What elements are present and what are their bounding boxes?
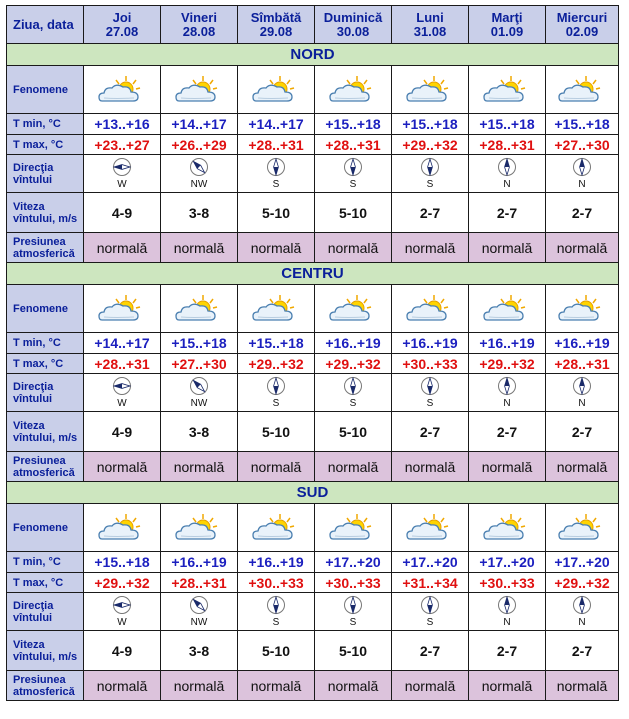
forecast-table bbox=[6, 5, 619, 701]
wind-direction-label: NW bbox=[190, 617, 208, 628]
tmin-value: +17..+20 bbox=[469, 552, 546, 573]
wind-direction-cell bbox=[161, 155, 238, 193]
day-name: Marţi bbox=[491, 9, 523, 25]
wind-direction-cell bbox=[469, 155, 546, 193]
tmin-value: +16..+19 bbox=[238, 552, 315, 573]
tmin-row bbox=[7, 333, 619, 354]
wind-speed-value: 2-7 bbox=[469, 631, 546, 671]
sun-behind-cloud-icon bbox=[173, 293, 225, 325]
wind-speed-value: 4-9 bbox=[84, 631, 161, 671]
weather-cell bbox=[546, 285, 619, 333]
weather-cell bbox=[238, 504, 315, 552]
tmax-value: +30..+33 bbox=[392, 354, 469, 374]
tmax-value: +31..+34 bbox=[392, 573, 469, 593]
weather-cell bbox=[469, 66, 546, 114]
compass-arrow-icon bbox=[572, 376, 592, 396]
row-label-presiunea: Presiunea atmosferică bbox=[7, 671, 84, 701]
row-label-tmax: T max, °C bbox=[7, 354, 84, 374]
row-label-presiunea: Presiunea atmosferică bbox=[7, 452, 84, 482]
compass-arrow-icon bbox=[343, 157, 363, 177]
row-label-directia: Direcţia vîntului bbox=[7, 374, 84, 412]
day-header bbox=[161, 6, 238, 44]
pressure-value: normală bbox=[392, 671, 469, 701]
compass-arrow-icon bbox=[112, 376, 132, 396]
wind-direction-label: S bbox=[349, 398, 357, 409]
wind-direction-cell bbox=[469, 374, 546, 412]
day-header bbox=[84, 6, 161, 44]
wind-speed-value: 4-9 bbox=[84, 193, 161, 233]
pressure-value: normală bbox=[392, 233, 469, 263]
pressure-value: normală bbox=[546, 671, 619, 701]
tmax-value: +30..+33 bbox=[469, 573, 546, 593]
sun-behind-cloud-icon bbox=[404, 74, 456, 106]
sun-behind-cloud-icon bbox=[250, 512, 302, 544]
compass-arrow-icon bbox=[189, 595, 209, 615]
compass-arrow-icon bbox=[420, 157, 440, 177]
tmax-row bbox=[7, 573, 619, 593]
compass-arrow-icon bbox=[420, 376, 440, 396]
wind-speed-value: 2-7 bbox=[546, 412, 619, 452]
tmin-value: +17..+20 bbox=[392, 552, 469, 573]
wind-direction-cell bbox=[315, 155, 392, 193]
tmax-value: +26..+29 bbox=[161, 135, 238, 155]
sun-behind-cloud-icon bbox=[481, 512, 533, 544]
day-date: 30.08 bbox=[336, 23, 370, 39]
wind-speed-value: 2-7 bbox=[546, 193, 619, 233]
wind-direction-cell bbox=[392, 374, 469, 412]
row-label-directia: Direcţia vîntului bbox=[7, 155, 84, 193]
pressure-value: normală bbox=[238, 671, 315, 701]
wind-direction-label: N bbox=[503, 617, 511, 628]
pressure-value: normală bbox=[84, 671, 161, 701]
pressure-value: normală bbox=[84, 452, 161, 482]
sun-behind-cloud-icon bbox=[404, 293, 456, 325]
tmin-value: +15..+18 bbox=[315, 114, 392, 135]
day-name: Luni bbox=[416, 9, 444, 25]
row-label-presiunea: Presiunea atmosferică bbox=[7, 233, 84, 263]
tmin-value: +17..+20 bbox=[315, 552, 392, 573]
row-label-tmin: T min, °C bbox=[7, 333, 84, 354]
wind-direction-cell bbox=[315, 374, 392, 412]
day-date: 01.09 bbox=[490, 23, 524, 39]
weather-cell bbox=[315, 285, 392, 333]
weather-cell bbox=[469, 504, 546, 552]
weather-cell bbox=[315, 66, 392, 114]
pressure-value: normală bbox=[315, 233, 392, 263]
tmin-value: +14..+17 bbox=[161, 114, 238, 135]
region-header: NORD bbox=[7, 44, 619, 66]
pressure-value: normală bbox=[161, 452, 238, 482]
tmin-value: +14..+17 bbox=[238, 114, 315, 135]
sun-behind-cloud-icon bbox=[327, 74, 379, 106]
compass-arrow-icon bbox=[112, 595, 132, 615]
pressure-value: normală bbox=[238, 233, 315, 263]
tmax-row bbox=[7, 135, 619, 155]
sun-behind-cloud-icon bbox=[481, 293, 533, 325]
weather-cell bbox=[84, 66, 161, 114]
sun-behind-cloud-icon bbox=[96, 512, 148, 544]
tmax-value: +30..+33 bbox=[315, 573, 392, 593]
pressure-value: normală bbox=[546, 452, 619, 482]
row-label-tmin: T min, °C bbox=[7, 552, 84, 573]
fenomene-row bbox=[7, 285, 619, 333]
wind-speed-value: 5-10 bbox=[315, 193, 392, 233]
tmin-value: +15..+18 bbox=[238, 333, 315, 354]
wind-direction-cell bbox=[84, 593, 161, 631]
compass-arrow-icon bbox=[572, 595, 592, 615]
wind-direction-label: N bbox=[578, 398, 586, 409]
pressure-value: normală bbox=[315, 452, 392, 482]
wind-direction-label: S bbox=[272, 617, 280, 628]
day-name: Sîmbătă bbox=[250, 9, 302, 25]
tmax-value: +28..+31 bbox=[469, 135, 546, 155]
weather-cell bbox=[161, 504, 238, 552]
tmin-value: +15..+18 bbox=[392, 114, 469, 135]
tmax-value: +28..+31 bbox=[161, 573, 238, 593]
day-header bbox=[469, 6, 546, 44]
row-label-directia: Direcţia vîntului bbox=[7, 593, 84, 631]
day-header bbox=[315, 6, 392, 44]
tmax-value: +29..+32 bbox=[84, 573, 161, 593]
sun-behind-cloud-icon bbox=[481, 74, 533, 106]
sun-behind-cloud-icon bbox=[556, 74, 608, 106]
directia-row bbox=[7, 155, 619, 193]
compass-arrow-icon bbox=[189, 157, 209, 177]
pressure-value: normală bbox=[469, 452, 546, 482]
wind-direction-label: W bbox=[117, 398, 127, 409]
wind-speed-value: 3-8 bbox=[161, 631, 238, 671]
tmax-row bbox=[7, 354, 619, 374]
row-label-fenomene: Fenomene bbox=[7, 66, 84, 114]
wind-direction-cell bbox=[546, 155, 619, 193]
day-date: 31.08 bbox=[413, 23, 447, 39]
row-label-fenomene: Fenomene bbox=[7, 285, 84, 333]
tmax-value: +29..+32 bbox=[315, 354, 392, 374]
tmax-value: +28..+31 bbox=[238, 135, 315, 155]
tmax-value: +30..+33 bbox=[238, 573, 315, 593]
pressure-value: normală bbox=[315, 671, 392, 701]
wind-direction-label: N bbox=[503, 398, 511, 409]
wind-direction-cell bbox=[546, 593, 619, 631]
presiunea-row bbox=[7, 671, 619, 701]
wind-direction-label: S bbox=[272, 398, 280, 409]
wind-direction-cell bbox=[469, 593, 546, 631]
day-date: 28.08 bbox=[182, 23, 216, 39]
tmin-value: +17..+20 bbox=[546, 552, 619, 573]
region-header: CENTRU bbox=[7, 263, 619, 285]
wind-speed-value: 5-10 bbox=[238, 631, 315, 671]
compass-arrow-icon bbox=[420, 595, 440, 615]
weather-cell bbox=[238, 285, 315, 333]
tmin-value: +15..+18 bbox=[84, 552, 161, 573]
region-header: SUD bbox=[7, 482, 619, 504]
wind-speed-value: 2-7 bbox=[392, 412, 469, 452]
tmax-value: +27..+30 bbox=[546, 135, 619, 155]
pressure-value: normală bbox=[84, 233, 161, 263]
compass-arrow-icon bbox=[343, 376, 363, 396]
viteza-row bbox=[7, 631, 619, 671]
compass-arrow-icon bbox=[497, 157, 517, 177]
pressure-value: normală bbox=[469, 233, 546, 263]
weather-cell bbox=[392, 285, 469, 333]
tmax-value: +27..+30 bbox=[161, 354, 238, 374]
weather-cell bbox=[315, 504, 392, 552]
wind-speed-value: 2-7 bbox=[546, 631, 619, 671]
wind-direction-cell bbox=[238, 155, 315, 193]
header-row bbox=[7, 6, 619, 44]
wind-direction-label: S bbox=[426, 179, 434, 190]
tmax-value: +29..+32 bbox=[546, 573, 619, 593]
tmin-value: +16..+19 bbox=[392, 333, 469, 354]
wind-speed-value: 5-10 bbox=[238, 193, 315, 233]
wind-direction-cell bbox=[392, 593, 469, 631]
weather-cell bbox=[392, 66, 469, 114]
wind-direction-label: W bbox=[117, 179, 127, 190]
pressure-value: normală bbox=[161, 671, 238, 701]
wind-speed-value: 3-8 bbox=[161, 193, 238, 233]
sun-behind-cloud-icon bbox=[173, 74, 225, 106]
wind-direction-cell bbox=[392, 155, 469, 193]
tmax-value: +29..+32 bbox=[469, 354, 546, 374]
tmax-value: +29..+32 bbox=[392, 135, 469, 155]
sun-behind-cloud-icon bbox=[250, 293, 302, 325]
tmin-value: +14..+17 bbox=[84, 333, 161, 354]
sun-behind-cloud-icon bbox=[96, 74, 148, 106]
day-header bbox=[546, 6, 619, 44]
tmin-value: +16..+19 bbox=[315, 333, 392, 354]
sun-behind-cloud-icon bbox=[556, 293, 608, 325]
wind-direction-label: S bbox=[426, 398, 434, 409]
row-label-tmax: T max, °C bbox=[7, 573, 84, 593]
corner-label: Ziua, data bbox=[7, 6, 84, 44]
tmin-value: +15..+18 bbox=[469, 114, 546, 135]
compass-arrow-icon bbox=[189, 376, 209, 396]
row-label-viteza: Viteza vîntului, m/s bbox=[7, 631, 84, 671]
weather-cell bbox=[84, 285, 161, 333]
sun-behind-cloud-icon bbox=[556, 512, 608, 544]
row-label-viteza: Viteza vîntului, m/s bbox=[7, 193, 84, 233]
compass-arrow-icon bbox=[497, 376, 517, 396]
wind-speed-value: 2-7 bbox=[469, 412, 546, 452]
tmin-row bbox=[7, 552, 619, 573]
wind-direction-cell bbox=[84, 374, 161, 412]
day-name: Duminică bbox=[323, 9, 383, 25]
wind-direction-cell bbox=[238, 374, 315, 412]
weather-cell bbox=[546, 66, 619, 114]
tmin-value: +16..+19 bbox=[161, 552, 238, 573]
wind-speed-value: 5-10 bbox=[315, 631, 392, 671]
wind-speed-value: 2-7 bbox=[392, 631, 469, 671]
tmin-row bbox=[7, 114, 619, 135]
tmin-value: +13..+16 bbox=[84, 114, 161, 135]
wind-speed-value: 2-7 bbox=[469, 193, 546, 233]
pressure-value: normală bbox=[469, 671, 546, 701]
tmax-value: +28..+31 bbox=[546, 354, 619, 374]
sun-behind-cloud-icon bbox=[327, 293, 379, 325]
presiunea-row bbox=[7, 452, 619, 482]
directia-row bbox=[7, 374, 619, 412]
wind-direction-label: N bbox=[578, 617, 586, 628]
sun-behind-cloud-icon bbox=[404, 512, 456, 544]
day-name: Miercuri bbox=[556, 9, 608, 25]
wind-direction-label: S bbox=[272, 179, 280, 190]
wind-speed-value: 5-10 bbox=[315, 412, 392, 452]
viteza-row bbox=[7, 193, 619, 233]
wind-direction-label: N bbox=[578, 179, 586, 190]
wind-direction-cell bbox=[161, 593, 238, 631]
wind-speed-value: 3-8 bbox=[161, 412, 238, 452]
weather-cell bbox=[546, 504, 619, 552]
tmin-value: +15..+18 bbox=[161, 333, 238, 354]
wind-direction-cell bbox=[238, 593, 315, 631]
fenomene-row bbox=[7, 66, 619, 114]
compass-arrow-icon bbox=[266, 376, 286, 396]
weather-cell bbox=[161, 66, 238, 114]
row-label-fenomene: Fenomene bbox=[7, 504, 84, 552]
tmin-value: +16..+19 bbox=[469, 333, 546, 354]
wind-direction-cell bbox=[161, 374, 238, 412]
weather-cell bbox=[392, 504, 469, 552]
weather-cell bbox=[469, 285, 546, 333]
day-date: 02.09 bbox=[565, 23, 599, 39]
weather-cell bbox=[238, 66, 315, 114]
wind-speed-value: 2-7 bbox=[392, 193, 469, 233]
day-name: Vineri bbox=[181, 9, 217, 25]
tmax-value: +28..+31 bbox=[315, 135, 392, 155]
row-label-tmin: T min, °C bbox=[7, 114, 84, 135]
wind-direction-label: S bbox=[349, 617, 357, 628]
pressure-value: normală bbox=[161, 233, 238, 263]
day-name: Joi bbox=[112, 9, 132, 25]
compass-arrow-icon bbox=[343, 595, 363, 615]
wind-direction-label: NW bbox=[190, 179, 208, 190]
pressure-value: normală bbox=[392, 452, 469, 482]
wind-speed-value: 5-10 bbox=[238, 412, 315, 452]
wind-direction-label: N bbox=[503, 179, 511, 190]
wind-direction-label: NW bbox=[190, 398, 208, 409]
pressure-value: normală bbox=[546, 233, 619, 263]
sun-behind-cloud-icon bbox=[250, 74, 302, 106]
day-date: 27.08 bbox=[105, 23, 139, 39]
compass-arrow-icon bbox=[266, 157, 286, 177]
wind-direction-cell bbox=[84, 155, 161, 193]
wind-direction-label: W bbox=[117, 617, 127, 628]
sun-behind-cloud-icon bbox=[96, 293, 148, 325]
compass-arrow-icon bbox=[572, 157, 592, 177]
wind-direction-cell bbox=[315, 593, 392, 631]
viteza-row bbox=[7, 412, 619, 452]
tmin-value: +15..+18 bbox=[546, 114, 619, 135]
compass-arrow-icon bbox=[112, 157, 132, 177]
row-label-viteza: Viteza vîntului, m/s bbox=[7, 412, 84, 452]
day-header bbox=[392, 6, 469, 44]
pressure-value: normală bbox=[238, 452, 315, 482]
wind-direction-cell bbox=[546, 374, 619, 412]
weather-cell bbox=[161, 285, 238, 333]
compass-arrow-icon bbox=[497, 595, 517, 615]
sun-behind-cloud-icon bbox=[173, 512, 225, 544]
tmin-value: +16..+19 bbox=[546, 333, 619, 354]
row-label-tmax: T max, °C bbox=[7, 135, 84, 155]
tmax-value: +23..+27 bbox=[84, 135, 161, 155]
presiunea-row bbox=[7, 233, 619, 263]
fenomene-row bbox=[7, 504, 619, 552]
directia-row bbox=[7, 593, 619, 631]
day-header bbox=[238, 6, 315, 44]
sun-behind-cloud-icon bbox=[327, 512, 379, 544]
tmax-value: +28..+31 bbox=[84, 354, 161, 374]
weather-cell bbox=[84, 504, 161, 552]
wind-direction-label: S bbox=[426, 617, 434, 628]
wind-speed-value: 4-9 bbox=[84, 412, 161, 452]
wind-direction-label: S bbox=[349, 179, 357, 190]
tmax-value: +29..+32 bbox=[238, 354, 315, 374]
day-date: 29.08 bbox=[259, 23, 293, 39]
compass-arrow-icon bbox=[266, 595, 286, 615]
